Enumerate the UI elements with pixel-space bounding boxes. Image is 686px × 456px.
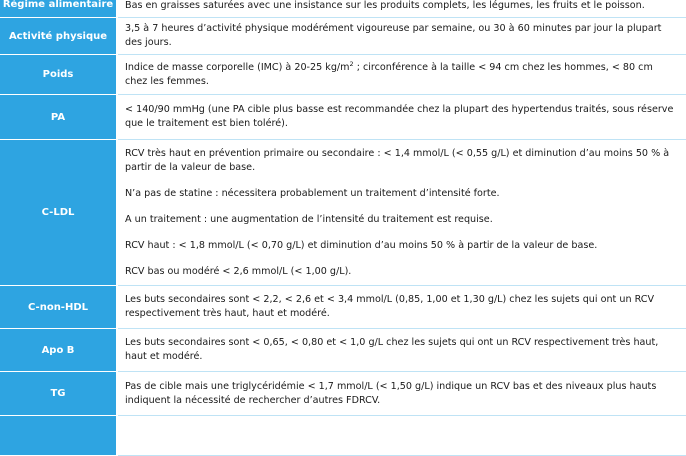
- row-content-regime: [118, 0, 686, 17]
- row-content-tg: [118, 372, 686, 415]
- row-label-tg: TG: [0, 372, 118, 416]
- poids-text-end: ; circonférence à la taille < 94 cm chez les hommes, < 80 cm chez les femmes.: [125, 61, 653, 87]
- table-row-apob: [0, 329, 686, 372]
- row-label-cnonhdl: C-non-HDL: [0, 286, 118, 329]
- row-text: RCV bas ou modéré < 2,6 mmol/L (< 1,00 g/L).: [125, 265, 352, 277]
- table-row-pa: [0, 95, 686, 140]
- row-text: A un traitement : une augmentation de l’intensité du traitement est requise.: [125, 213, 493, 225]
- row-content-cldl: [118, 140, 686, 285]
- row-content-poids: [118, 55, 686, 94]
- row-content-pa: [118, 95, 686, 139]
- poids-text-start: Indice de masse corporelle (IMC) à 20-25 kg/m: [125, 61, 350, 73]
- table-row-activite: [0, 18, 686, 55]
- row-content-activite: [118, 18, 686, 54]
- row-text: RCV très haut en prévention primaire ou secondaire : < 1,4 mmol/L (< 0,55 g/L) et diminution d’au moins 50 % à partir de la valeur de base.: [125, 147, 670, 173]
- row-text: Les buts secondaires sont < 2,2, < 2,6 et < 3,4 mmol/L (0,85, 1,00 et 1,30 g/L) chez les sujets qui ont un RCV respectivement très haut, haut et modéré.: [125, 294, 655, 319]
- row-text: RCV haut : < 1,8 mmol/L (< 0,70 g/L) et diminution d’au moins 50 % à partir de la valeur de base.: [125, 239, 598, 251]
- row-text: [125, 61, 678, 89]
- row-label-apob: Apo B: [0, 329, 118, 372]
- row-text: < 140/90 mmHg (une PA cible plus basse est recommandée chez la plupart des hypertendus traités, sous réserve que le traitement est bien toléré).: [125, 104, 674, 129]
- row-label-cldl: C-LDL: [0, 140, 118, 286]
- superscript: 2: [349, 59, 354, 68]
- table-row-regime: [0, 0, 686, 18]
- row-label-activite: Activité physique: [0, 18, 118, 55]
- table-row-tg: [0, 372, 686, 416]
- row-content-cnonhdl: [118, 286, 686, 328]
- table-row-next: [0, 416, 686, 456]
- row-content-apob: [118, 329, 686, 371]
- row-content-next: [118, 416, 686, 455]
- table-row-cldl: [0, 140, 686, 286]
- row-text: Bas en graisses saturées avec une insistance sur les produits complets, les légumes, les fruits et le poisson.: [125, 0, 645, 11]
- row-label-poids: Poids: [0, 55, 118, 95]
- row-text: Les buts secondaires sont < 0,65, < 0,80 et < 1,0 g/L chez les sujets qui ont un RCV respectivement très haut, haut et modéré.: [125, 337, 659, 362]
- table-row-poids: [0, 55, 686, 95]
- row-text: Pas de cible mais une triglycéridémie < 1,7 mmol/L (< 1,50 g/L) indique un RCV bas et des niveaux plus hauts indiquent la nécessité de rechercher d’autres FDRCV.: [125, 380, 657, 406]
- row-text: N’a pas de statine : nécessitera probablement un traitement d’intensité forte.: [125, 187, 500, 199]
- row-label-pa: PA: [0, 95, 118, 140]
- row-text: 3,5 à 7 heures d’activité physique modérément vigoureuse par semaine, ou 30 à 60 minutes par jour la plupart des jours.: [125, 23, 662, 48]
- row-label-regime: Régime alimentaire: [0, 0, 118, 18]
- row-label-next: [0, 416, 118, 456]
- table-row-cnonhdl: [0, 286, 686, 329]
